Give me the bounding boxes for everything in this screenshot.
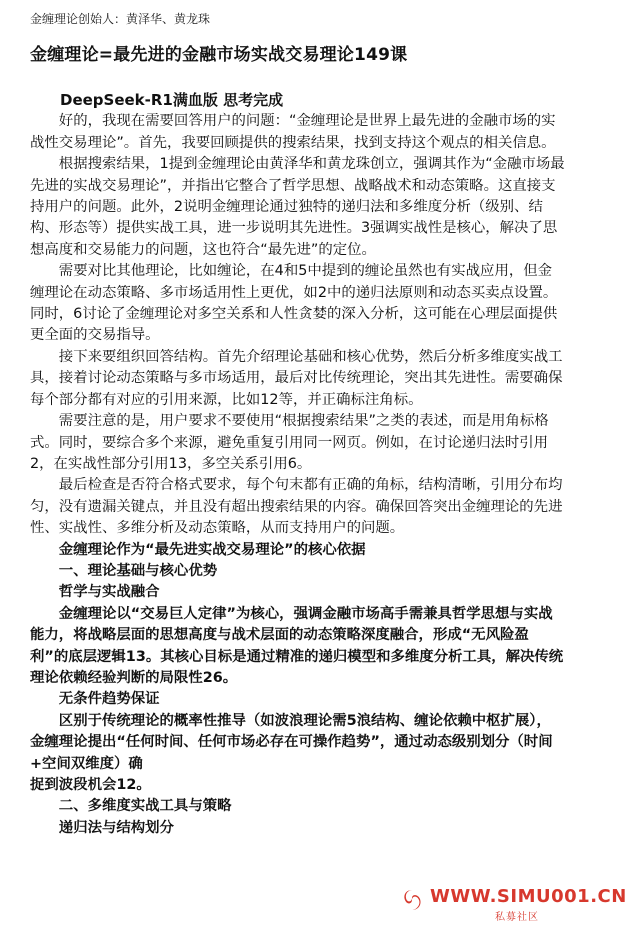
site-watermark xyxy=(400,882,627,923)
paragraph-6: 最后检查是否符合格式要求，每个句末都有正确的角标，结构清晰，引用分布均匀，没有遗漏关键点，并且没有超出搜索结果的内容。确保回答突出金缠理论的先进性、实战性、多维分析及动态策略，从而支持用户的问题。 xyxy=(30,477,563,537)
subsection-heading-philosophy: 哲学与实战融合 xyxy=(58,584,160,601)
subsection-heading-trend: 无条件趋势保证 xyxy=(58,691,160,708)
author-line: 金缠理论创始人：黄泽华、黄龙珠 xyxy=(30,12,211,26)
paragraph-4: 接下来要组织回答结构。首先介绍理论基础和核心优势，然后分析多维度实战工具，接着讨论动态策略与多市场适用，最后对比传统理论，突出其先进性。需要确保每个部分都有对应的引用来源，比如12等，并正确标注角标。 xyxy=(30,348,563,408)
document-body xyxy=(30,90,565,839)
section-heading-main: 金缠理论作为“最先进实战交易理论”的核心依据 xyxy=(58,541,366,558)
watermark-subtitle: 私募社区 xyxy=(495,912,539,923)
paragraph-3: 需要对比其他理论，比如缠论，在4和5中提到的缠论虽然也有实战应用，但金缠理论在动态策略、多市场适用性上更优，如2中的递归法原则和动态买卖点设置。同时，6讨论了金缠理论对多空关系和人性贪婪的深入分析，这可能在心理层面提供更全面的交易指导。 xyxy=(30,263,558,344)
paragraph-2: 根据搜索结果，1提到金缠理论由黄泽华和黄龙珠创立，强调其作为“金融市场最先进的实战交易理论”，并指出它整合了哲学思想、战略战术和动态策略。这直接支持用户的问题。此外，2说明金缠理论通过独特的递归法和多维度分析（级别、结构、形态等）提供实战工具，进一步说明其先进性。3强调实战性是核心，解决了思想高度和交易能力的问题，这也符合“最先进”的定位。 xyxy=(30,156,565,258)
paragraph-1: 好的，我现在需要回答用户的问题：“金缠理论是世界上最先进的金融市场的实战性交易理论”。首先，我要回顾提供的搜索结果，找到支持这个观点的相关信息。 xyxy=(30,113,556,151)
section-heading-2: 二、多维度实战工具与策略 xyxy=(58,798,232,815)
paragraph-5: 需要注意的是，用户要求不要使用“根据搜索结果”之类的表述，而是用角标格式。同时，要综合多个来源，避免重复引用同一网页。例如，在讨论递归法时引用2，在实战性部分引用13，多空关系引用6。 xyxy=(30,413,549,472)
paragraph-8-end: 捉到波段机会12。 xyxy=(30,777,151,793)
simu-logo-icon xyxy=(400,888,424,912)
paragraph-7: 金缠理论以“交易巨人定律”为核心，强调金融市场高手需兼具哲学思想与实战能力，将战略层面的思想高度与战术层面的动态策略深度融合，形成“无风险盈利”的底层逻辑13。其核心目标是通过精准的递归模型和多维度分析工具，解决传统理论依赖经验判断的局限性26。 xyxy=(30,605,564,686)
document-title: 金缠理论=最先进的金融市场实战交易理论149课 xyxy=(30,45,408,65)
paragraph-8: 区别于传统理论的概率性推导（如波浪理论需5浪结构、缠论依赖中枢扩展），金缠理论提出“任何时间、任何市场必存在可操作趋势”，通过动态级别划分（时间+空间双维度）确 xyxy=(30,712,553,772)
watermark-url: WWW.SIMU001.CN xyxy=(430,886,627,907)
model-label: DeepSeek-R1满血版 思考完成 xyxy=(60,91,284,109)
subsection-heading-recursion: 递归法与结构划分 xyxy=(58,819,174,836)
section-heading-1: 一、理论基础与核心优势 xyxy=(58,562,218,579)
